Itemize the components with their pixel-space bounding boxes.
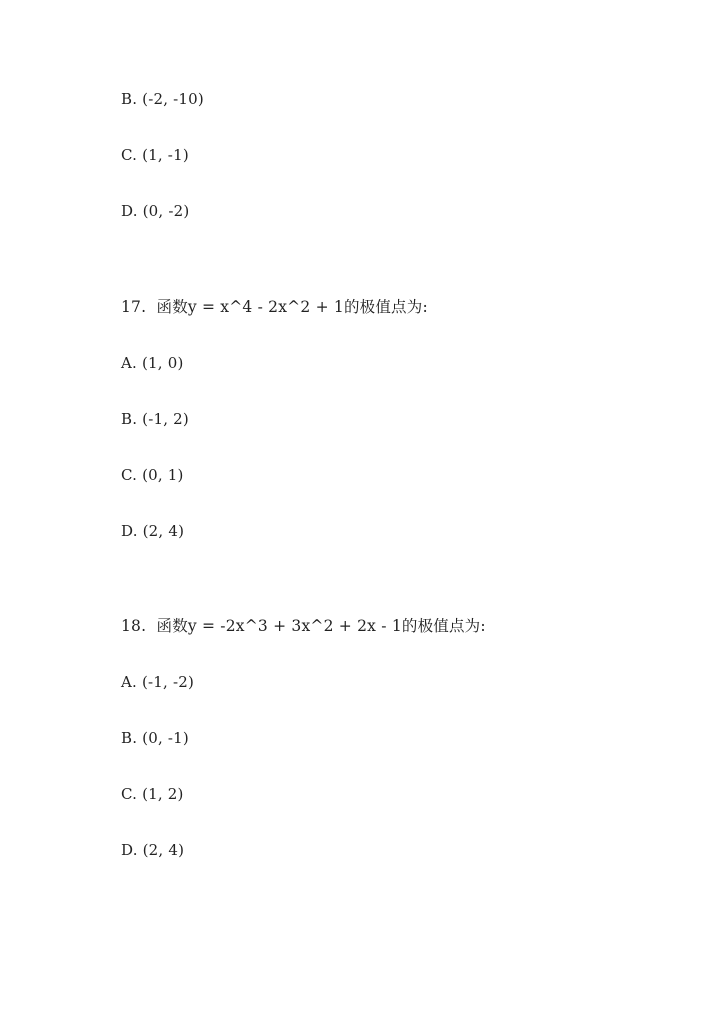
question-17-option-d: D. (2, 4): [121, 522, 185, 540]
option-d-prev: D. (0, -2): [121, 202, 190, 220]
question-18-option-c: C. (1, 2): [121, 785, 184, 803]
question-17-option-a: A. (1, 0): [121, 354, 184, 372]
question-17-stem: 17. 函数y = x^4 - 2x^2 + 1的极值点为:: [121, 298, 428, 316]
question-17-option-b: B. (-1, 2): [121, 410, 189, 428]
option-c-prev: C. (1, -1): [121, 146, 189, 164]
option-b-prev: B. (-2, -10): [121, 90, 204, 108]
question-18-stem: 18. 函数y = -2x^3 + 3x^2 + 2x - 1的极值点为:: [121, 617, 486, 635]
question-18-option-a: A. (-1, -2): [121, 673, 195, 691]
question-18-option-b: B. (0, -1): [121, 729, 189, 747]
question-18-option-d: D. (2, 4): [121, 841, 185, 859]
question-17-option-c: C. (0, 1): [121, 466, 184, 484]
